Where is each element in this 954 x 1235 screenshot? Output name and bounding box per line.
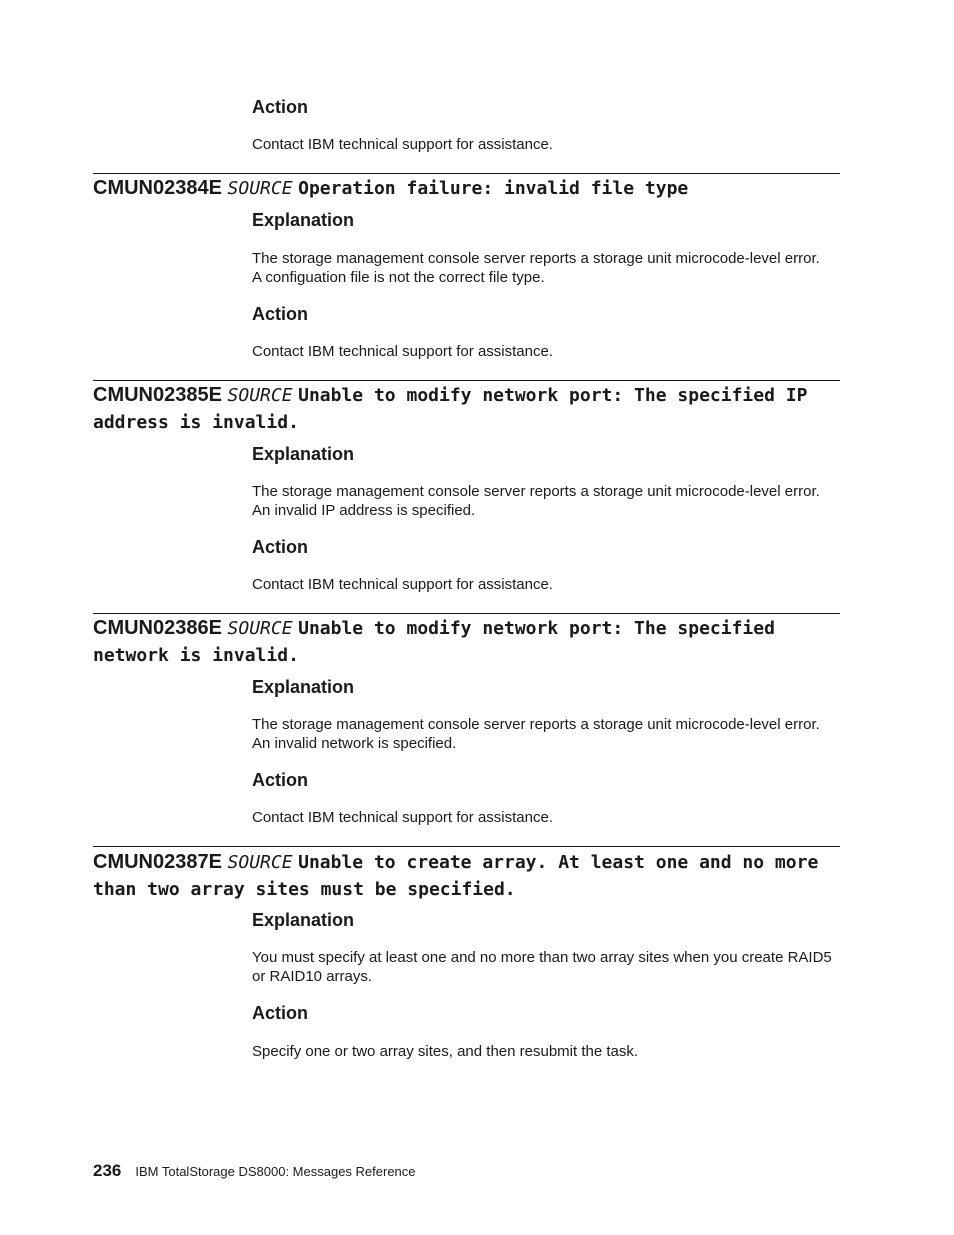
explanation-heading: Explanation bbox=[252, 677, 355, 697]
action-heading: Action bbox=[252, 770, 308, 790]
action-heading: Action bbox=[252, 304, 308, 324]
explanation-body bbox=[252, 948, 832, 986]
action-section-body bbox=[252, 575, 832, 594]
action-section bbox=[252, 769, 832, 791]
action-text: Contact IBM technical support for assistance. bbox=[252, 809, 553, 826]
explanation-section bbox=[252, 676, 832, 698]
message-heading bbox=[93, 175, 843, 202]
page-footer bbox=[93, 1161, 416, 1181]
explanation-section bbox=[252, 209, 832, 231]
message-text: Unable to create array. At least one and no more than two array sites must be specified. bbox=[93, 852, 819, 900]
explanation-text: You must specify at least one and no more than two array sites when you create RAID5 or RAID10 arrays. bbox=[252, 949, 832, 985]
explanation-text: The storage management console server reports a storage unit microcode-level error. An invalid network is specified. bbox=[252, 716, 820, 752]
message-heading bbox=[93, 615, 843, 669]
action-section-body bbox=[252, 1042, 832, 1061]
page-number: 236 bbox=[93, 1161, 122, 1180]
book-title: IBM TotalStorage DS8000: Messages Reference bbox=[135, 1164, 416, 1179]
message-source: SOURCE bbox=[227, 178, 293, 199]
message-id: CMUN02384E bbox=[93, 177, 222, 199]
action-section-body bbox=[252, 342, 832, 361]
explanation-body bbox=[252, 249, 832, 287]
message-text: Unable to modify network port: The specified network is invalid. bbox=[93, 618, 775, 666]
message-heading bbox=[93, 382, 843, 436]
message-source: SOURCE bbox=[227, 618, 293, 639]
action-text: Contact IBM technical support for assistance. bbox=[252, 343, 553, 360]
explanation-heading: Explanation bbox=[252, 910, 355, 930]
action-text: Specify one or two array sites, and then resubmit the task. bbox=[252, 1043, 639, 1060]
action-section-body bbox=[252, 808, 832, 827]
explanation-text: The storage management console server reports a storage unit microcode-level error. An invalid IP address is specified. bbox=[252, 483, 820, 519]
explanation-section bbox=[252, 443, 832, 465]
action-heading: Action bbox=[252, 537, 308, 557]
explanation-body bbox=[252, 482, 832, 520]
message-id: CMUN02387E bbox=[93, 851, 222, 873]
action-heading: Action bbox=[252, 97, 308, 117]
section-divider bbox=[93, 380, 840, 381]
message-source: SOURCE bbox=[227, 385, 293, 406]
message-heading bbox=[93, 849, 843, 903]
section-divider bbox=[93, 613, 840, 614]
section-divider bbox=[93, 173, 840, 174]
message-text: Operation failure: invalid file type bbox=[298, 178, 689, 199]
message-source: SOURCE bbox=[227, 852, 293, 873]
action-heading: Action bbox=[252, 1003, 308, 1023]
message-id: CMUN02386E bbox=[93, 617, 222, 639]
message-text: Unable to modify network port: The specified IP address is invalid. bbox=[93, 385, 808, 433]
explanation-section bbox=[252, 909, 832, 931]
action-section bbox=[252, 1002, 832, 1024]
action-section bbox=[252, 536, 832, 558]
explanation-body bbox=[252, 715, 832, 753]
section-divider bbox=[93, 846, 840, 847]
action-text: Contact IBM technical support for assistance. bbox=[252, 136, 553, 153]
explanation-heading: Explanation bbox=[252, 210, 355, 230]
explanation-heading: Explanation bbox=[252, 444, 355, 464]
action-section bbox=[252, 303, 832, 325]
explanation-text: The storage management console server reports a storage unit microcode-level error. A configuation file is not the correct file type. bbox=[252, 250, 820, 286]
action-text: Contact IBM technical support for assistance. bbox=[252, 576, 553, 593]
action-section-body bbox=[252, 135, 832, 154]
message-id: CMUN02385E bbox=[93, 384, 222, 406]
action-section bbox=[252, 96, 832, 118]
